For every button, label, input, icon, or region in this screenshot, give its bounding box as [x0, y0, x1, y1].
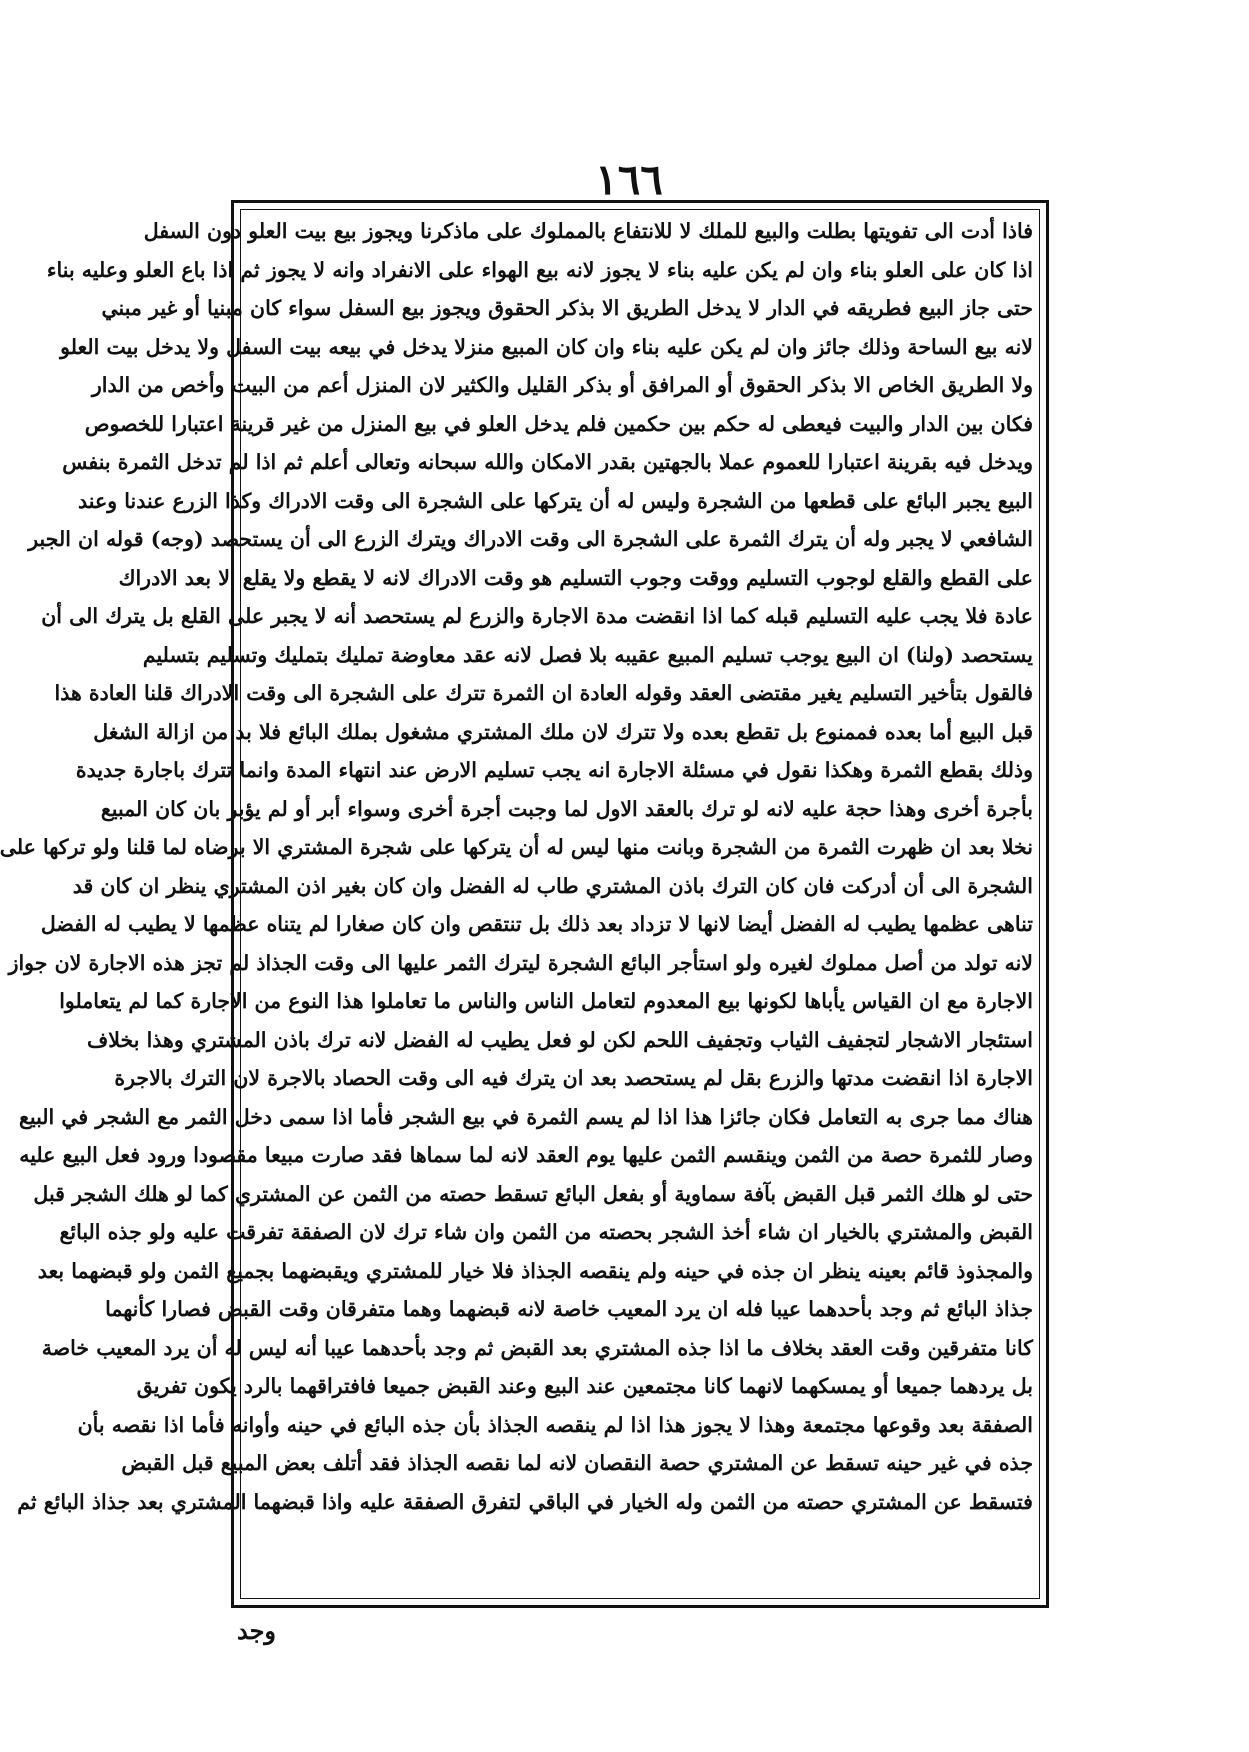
text-line-8: البيع يجبر البائع على قطعها من الشجرة وليس له أن يتركها على الشجرة الى وقت الادراك وكذا الزرع عندنا وعند	[78, 488, 1033, 513]
text-line-10: على القطع والقلع لوجوب التسليم ووقت وجوب التسليم هو وقت الادراك لانه لا يقطع ولا يقلع الا بعد الادراك	[118, 565, 1033, 590]
text-line-21: الاجارة مع ان القياس يأباها لكونها بيع المعدوم لتعامل الناس والناس ما تعاملوا هذا النوع من الاجارة كما لم يتعاملوا	[59, 989, 1033, 1013]
text-line-18: الشجرة الى أن أدركت فان كان الترك باذن المشتري طاب له الفضل وان كان بغير اذن المشتري ينظر ان كان قد	[72, 873, 1033, 898]
text-line-12: يستحصد (ولنا) ان البيع يوجب تسليم المبيع عقيبه بلا فصل لانه عقد معاوضة تمليك بتمليك وتسليم بتسليم	[142, 642, 1033, 667]
text-line-30: كانا متفرقين وقت العقد بخلاف ما اذا جذه المشتري بعد القبض ثم وجد بأحدهما عيبا أنه ليس له أن يرد المعيب خاصة	[41, 1335, 1033, 1360]
text-line-9: الشافعي لا يجبر وله أن يترك الثمرة على الشجرة الى وقت الادراك ويترك الزرع الى أن يستحصد (وجه) قوله ان الجبر	[28, 527, 1033, 551]
text-line-36	[241, 1560, 1037, 1599]
page-number: ١٦٦	[595, 155, 663, 204]
text-line-7: ويدخل فيه بقرينة اعتبارا للعموم عملا بالجهتين بقدر الامكان والله سبحانه وتعالى أعلم ثم اذا لم تدخل الثمرة بنفس	[62, 450, 1033, 474]
text-line-6: فكان بين الدار والبيت فيعطى له حكم بين حكمين فلم يدخل العلو في بيع المنزل من غير قرينة اعتبارا للخصوص	[84, 411, 1033, 436]
text-line-33: جذه في غير حينه تسقط عن المشتري حصة النقصان لانه لما نقصه الجذاذ فقد أتلف بعض المبيع قبل القبض	[121, 1451, 1033, 1475]
text-line-32: الصفقة بعد وقوعها مجتمعة وهذا لا يجوز هذا اذا لم ينقصه الجذاذ بأن جذه البائع في حينه وأوانه فأما اذا نقصه بأن	[77, 1412, 1033, 1437]
text-line-22: استئجار الاشجار لتجفيف الثياب وتجفيف اللحم لكن لو فعل يطيب له الفضل لانه ترك باذن المشتري وهذا بخلاف	[87, 1027, 1033, 1052]
text-line-35	[241, 1521, 1037, 1560]
text-line-19: تناهى عظمها يطيب له الفضل أيضا لانها لا تزداد بعد ذلك بل تنتقص وان كان صغارا لم يتناه عظمها لا يطيب له الفضل	[40, 912, 1033, 936]
text-line-24: هناك مما جرى به التعامل فكان جائزا هذا اذا لم يسم الثمرة في بيع الشجر فأما اذا سمى دخل الثمر مع الشجر في البيع	[18, 1104, 1033, 1129]
text-line-11: عادة فلا يجب عليه التسليم قبله كما اذا انقضت مدة الاجارة والزرع لم يستحصد أنه لا يجبر على القلع بل يترك الى أن	[41, 604, 1033, 628]
text-line-31: بل يردهما جميعا أو يمسكهما لانهما كانا مجتمعين عند البيع وعند القبض جميعا فافتراقهما بالرد يكون تفريق	[136, 1374, 1033, 1398]
text-line-27: القبض والمشتري بالخيار ان شاء أخذ الشجر بحصته من الثمن وان شاء ترك لان الصفقة تفرقت عليه ولو جذه البائع	[59, 1220, 1033, 1244]
text-line-29: جذاذ البائع ثم وجد بأحدهما عيبا فله ان يرد المعيب خاصة لانه قبضهما وهما متفرقان وقت القبض فصارا كأنهما	[105, 1297, 1033, 1321]
text-line-5: ولا الطريق الخاص الا بذكر الحقوق أو المرافق أو بذكر القليل والكثير لان المنزل أعم من البيت وأخص من الدار	[91, 373, 1033, 397]
text-line-23: الاجارة اذا انقضت مدتها والزرع بقل لم يستحصد بعد ان يترك فيه الى وقت الحصاد بالاجرة لان الترك بالاجرة	[114, 1066, 1033, 1090]
text-line-16: بأجرة أخرى وهذا حجة عليه لانه لو ترك بالعقد الاول لما وجبت أجرة أخرى وسواء أبر أو لم يؤبر بان كان المبيع	[100, 796, 1033, 821]
text-line-4: لانه بيع الساحة وذلك جائز وان لم يكن عليه بناء وان كان المبيع منزلا يدخل في بيعه بيت السفل ولا يدخل بيت العلو	[60, 334, 1033, 359]
body-text	[0, 212, 1037, 1598]
text-line-34: فتسقط عن المشتري حصته من الثمن وله الخيار في الباقي لتفرق الصفقة عليه واذا قبضهما المشتري بعد جذاذ البائع ثم	[17, 1489, 1033, 1514]
text-line-20: لانه تولد من أصل مملوك لغيره ولو استأجر البائع الشجرة ليترك الثمر عليها الى وقت الجذاذ لم تجز هذه الاجارة لان جواز	[8, 950, 1033, 975]
text-line-3: حتى جاز البيع فطريقه في الدار لا يدخل الطريق الا بذكر الحقوق ويجوز بيع السفل سواء كان مبنيا أو غير مبني	[101, 296, 1033, 320]
text-line-15: وذلك بقطع الثمرة وهكذا نقول في مسئلة الاجارة انه يجب تسليم الارض عند انتهاء المدة وانما تترك باجارة جديدة	[75, 758, 1033, 782]
text-line-25: وصار للثمرة حصة من الثمن وينقسم الثمن عليها يوم العقد لانه لما سماها فقد صارت مبيعا مقصودا ورود فعل البيع عليه	[19, 1143, 1033, 1167]
text-line-26: حتى لو هلك الثمر قبل القبض بآفة سماوية أو بفعل البائع تسقط حصته من الثمن عن المشتري كما لو هلك الشجر قبل	[33, 1181, 1033, 1206]
text-line-2: اذا كان على العلو بناء وان لم يكن عليه بناء لا يجوز لانه بيع الهواء على الانفراد وانه لا يجوز ثم اذا باع العلو وعليه بناء	[46, 257, 1033, 282]
text-line-13: فالقول بتأخير التسليم يغير مقتضى العقد وقوله العادة ان الثمرة تترك على الشجرة الى وقت الادراك قلنا العادة هذا	[54, 681, 1033, 705]
catchword: وجد	[237, 1616, 277, 1645]
text-line-28: والمجذوذ قائم بعينه ينظر ان جذه في حينه ولم ينقصه الجذاذ فلا خيار للمشتري ويقبضهما بجميع الثمن ولو قبضهما بعد	[37, 1258, 1033, 1283]
text-line-1: فاذا أدت الى تفويتها بطلت والبيع للملك لا للانتفاع بالمملوك على ماذكرنا ويجوز بيع بيت العلو دون السفل	[143, 219, 1033, 243]
text-line-14: قبل البيع أما بعده فممنوع بل تقطع بعده ولا تترك لان ملك المشتري مشغول بملك البائع فلا بد من ازالة الشغل	[93, 719, 1033, 744]
text-line-17: نخلا بعد ان ظهرت الثمرة من الشجرة وبانت منها ليس له أن يتركها على شجرة المشتري الا برضاه لما قلنا ولو تركها على	[0, 835, 1033, 859]
